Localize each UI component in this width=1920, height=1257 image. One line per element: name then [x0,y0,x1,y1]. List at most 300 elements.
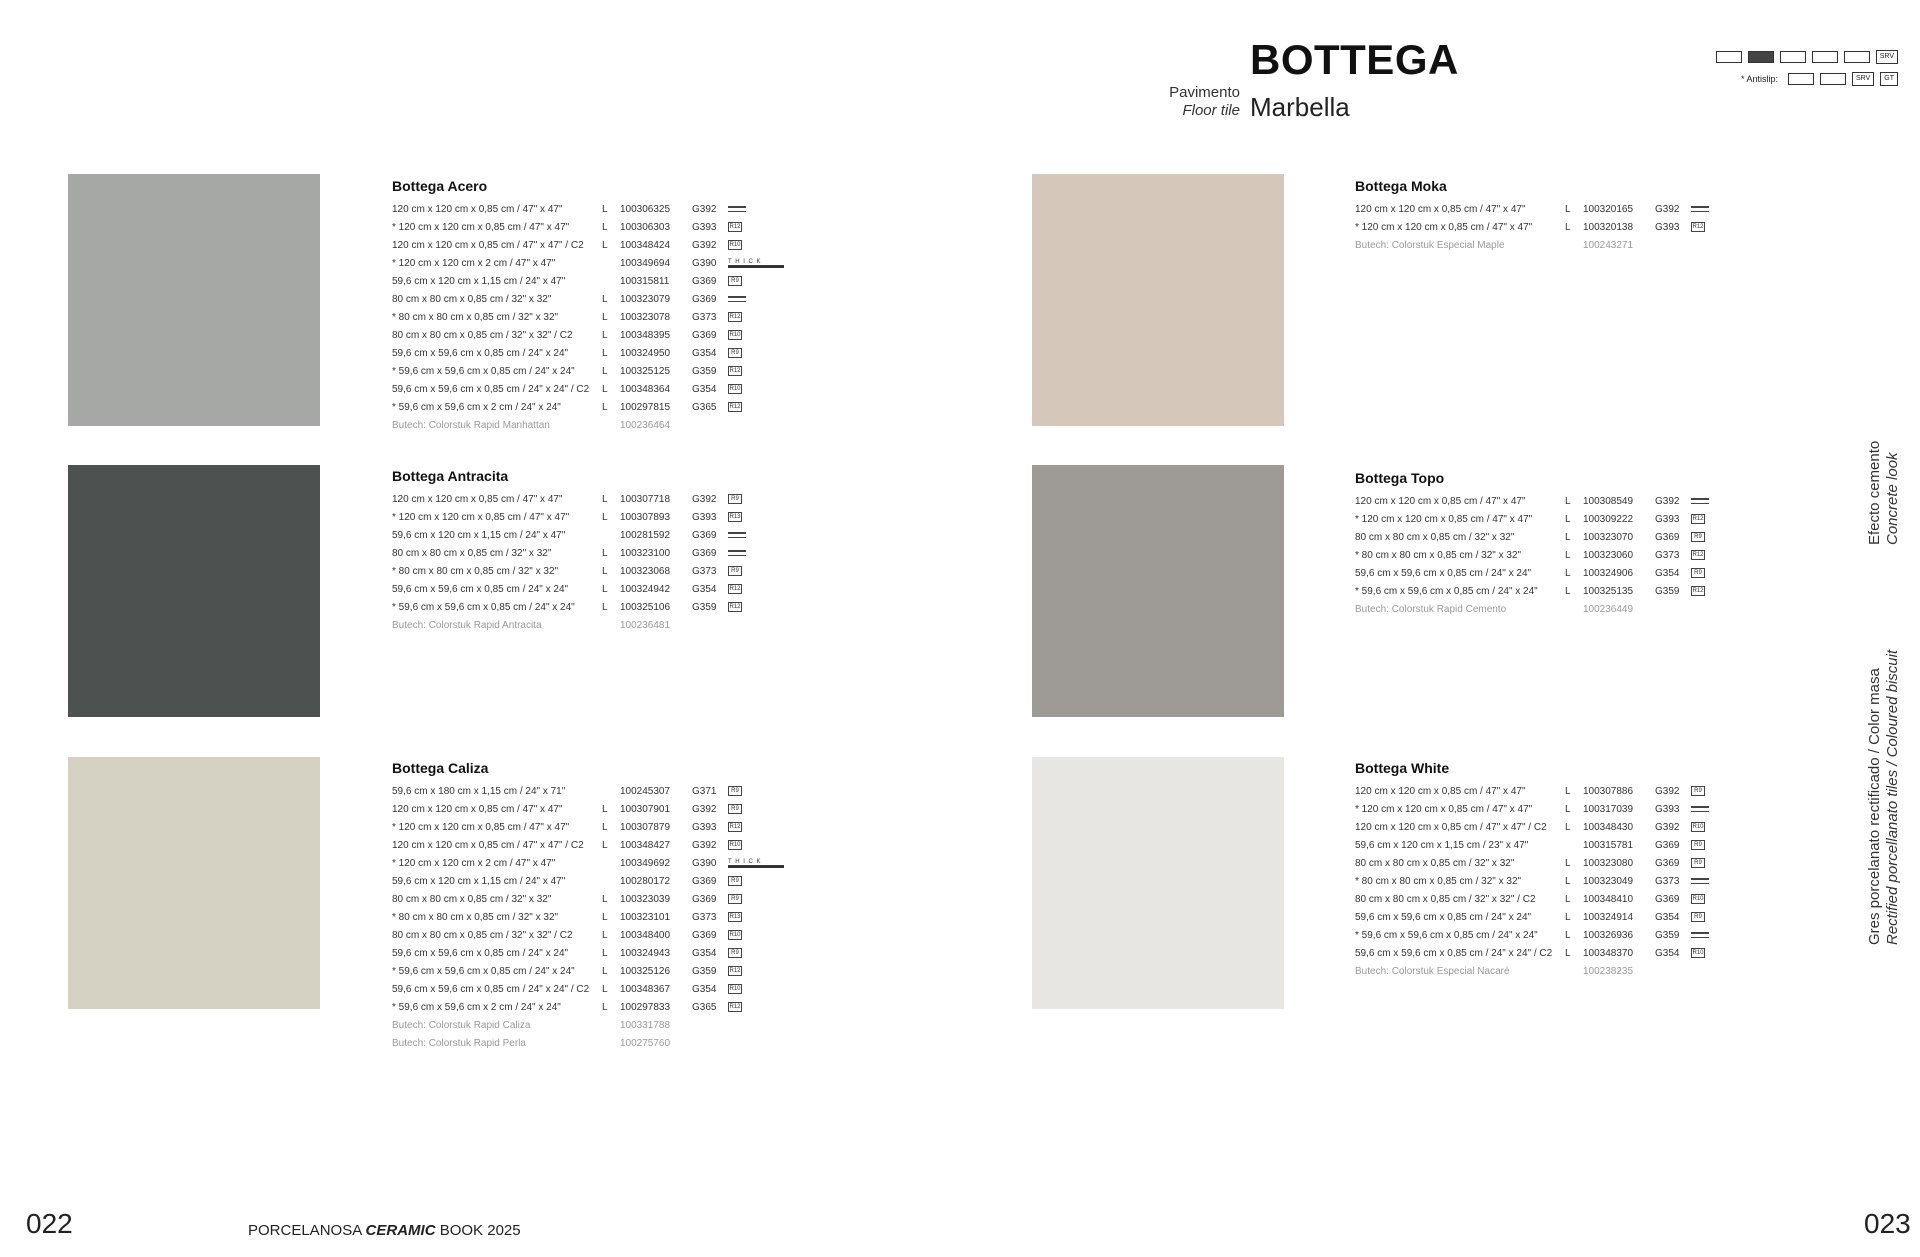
product-icons [728,366,742,376]
product-group: G354 [692,583,717,595]
product-row [392,526,822,544]
product-row [1355,818,1785,836]
product-size: 120 cm x 120 cm x 0,85 cm / 47" x 47" / C2 [392,239,584,251]
product-group: G359 [1655,585,1680,597]
product-group: G371 [692,785,717,797]
product-group: G393 [692,821,717,833]
product-edge: L [602,293,608,305]
product-edge: L [602,511,608,523]
butech-code: 100236464 [620,419,671,431]
product-size: 59,6 cm x 59,6 cm x 0,85 cm / 24" x 24" [1355,911,1532,923]
product-code: 100348367 [620,983,671,995]
product-code: 100297833 [620,1001,671,1013]
porcelain-icon [1780,51,1806,63]
product-icons [728,602,742,612]
product-row [392,362,822,380]
product-icons [728,296,746,302]
product-edge: L [602,911,608,923]
product-code: 100323101 [620,911,671,923]
product-size: * 80 cm x 80 cm x 0,85 cm / 32" x 32" [1355,875,1522,887]
product-block [1355,760,1785,980]
product-size: * 120 cm x 120 cm x 0,85 cm / 47" x 47" [392,821,570,833]
product-edge: L [602,947,608,959]
product-edge: L [1565,911,1571,923]
product-row [1355,800,1785,818]
product-code: 100307718 [620,493,671,505]
product-group: G354 [692,983,717,995]
product-code: 100280172 [620,875,671,887]
product-row [392,380,822,398]
product-row [1355,872,1785,890]
butech-label: Butech: Colorstuk Rapid Cemento [1355,603,1507,615]
slip-rating-icon: R10 [729,332,741,338]
product-icons [728,948,742,958]
product-group: G393 [1655,513,1680,525]
product-group: G393 [1655,221,1680,233]
product-code: 100348427 [620,839,671,851]
product-group: G359 [692,365,717,377]
product-row [392,254,822,272]
product-block [1355,178,1785,254]
product-code: 100323068 [620,565,671,577]
tile-type-es: Pavimento [1169,84,1240,101]
product-group: G373 [692,911,717,923]
product-icons [1691,786,1705,796]
butech-code: 100238235 [1583,965,1634,977]
product-icons [1691,932,1709,938]
format-bar-icon [1691,932,1709,938]
product-edge: L [602,329,608,341]
product-code: 100324942 [620,583,671,595]
product-block [392,178,822,434]
product-block [392,468,822,634]
product-group: G369 [1655,839,1680,851]
product-size: * 59,6 cm x 59,6 cm x 0,85 cm / 24" x 24" [392,601,575,613]
product-icons [1691,912,1705,922]
material-en: Rectified porcellanato tiles / Coloured biscuit [1884,649,1901,945]
product-group: G369 [692,875,717,887]
slip-rating-icon: R10 [1692,896,1704,902]
format-bar-icon [728,296,746,302]
product-icons [728,402,742,412]
product-size: 59,6 cm x 120 cm x 1,15 cm / 24" x 47" [392,275,566,287]
product-edge: L [1565,857,1571,869]
butech-label: Butech: Colorstuk Especial Nacaré [1355,965,1510,977]
look-en: Concrete look [1884,452,1901,545]
product-code: 100348364 [620,383,671,395]
product-code: 100324906 [1583,567,1634,579]
footer-brand-book: CERAMIC [365,1222,436,1239]
product-code: 100281592 [620,529,671,541]
slip-rating-icon: R12 [729,1004,741,1010]
product-size: 80 cm x 80 cm x 0,85 cm / 32" x 32" / C2 [1355,893,1536,905]
product-code: 100308549 [1583,495,1634,507]
product-group: G393 [1655,803,1680,815]
slip-rating-icon: R9 [1691,858,1705,868]
shoe-icon [1844,51,1870,63]
page-number-left: 022 [26,1208,73,1239]
product-row [392,962,822,980]
butech-code: 100243271 [1583,239,1634,251]
antislip-surface-icon [1820,73,1846,85]
product-size: 59,6 cm x 59,6 cm x 0,85 cm / 24" x 24" [392,583,569,595]
product-icons [1691,806,1709,812]
format-bar-icon [1691,806,1709,812]
product-icons [728,822,742,832]
slip-rating-icon: R12 [729,604,741,610]
product-size: 59,6 cm x 120 cm x 1,15 cm / 24" x 47" [392,875,566,887]
product-group: G373 [1655,549,1680,561]
product-code: 100323079 [620,293,671,305]
slip-rating-icon: R12 [729,404,741,410]
product-icons [1691,822,1705,832]
product-code: 100325106 [620,601,671,613]
product-size: * 80 cm x 80 cm x 0,85 cm / 32" x 32" [392,565,559,577]
product-edge: L [602,365,608,377]
product-code: 100307893 [620,511,671,523]
product-group: G392 [692,203,717,215]
product-code: 100324914 [1583,911,1634,923]
product-row [392,562,822,580]
product-row [392,836,822,854]
product-edge: L [602,965,608,977]
product-icons [1691,586,1705,596]
tile-image-antracita [68,465,320,717]
product-edge: L [602,347,608,359]
antislip-label: * Antislip: [1740,74,1778,84]
product-title: Bottega Acero [392,178,488,194]
product-icons [1691,894,1705,904]
slip-rating-icon: R12 [729,368,741,374]
slip-rating-icon: R10 [1692,824,1704,830]
product-row [1355,218,1785,236]
product-size: 59,6 cm x 59,6 cm x 0,85 cm / 24" x 24" / C2 [1355,947,1553,959]
product-row [1355,908,1785,926]
butech-row [1355,600,1785,618]
product-code: 100324950 [620,347,671,359]
product-row [392,344,822,362]
product-group: G359 [692,601,717,613]
gt-icon: GT [1880,72,1898,86]
product-group: G373 [692,565,717,577]
product-size: * 59,6 cm x 59,6 cm x 2 cm / 24" x 24" [392,401,561,413]
slip-rating-icon: R10 [729,242,741,248]
product-edge: L [1565,567,1571,579]
product-size: 59,6 cm x 59,6 cm x 0,85 cm / 24" x 24" / C2 [392,383,590,395]
product-group: G354 [1655,567,1680,579]
product-size: 80 cm x 80 cm x 0,85 cm / 32" x 32" / C2 [392,329,573,341]
product-group: G393 [692,221,717,233]
product-row [1355,890,1785,908]
butech-row [392,1034,822,1052]
product-icons [728,512,742,522]
product-row [392,200,822,218]
product-row [392,308,822,326]
product-size: * 59,6 cm x 59,6 cm x 0,85 cm / 24" x 24" [392,365,575,377]
slip-rating-icon: R9 [728,804,742,814]
product-size: 120 cm x 120 cm x 0,85 cm / 47" x 47" [392,803,563,815]
product-edge: L [1565,585,1571,597]
product-code: 100323078 [620,311,671,323]
product-group: G359 [692,965,717,977]
product-group: G390 [692,257,717,269]
product-size: 120 cm x 120 cm x 0,85 cm / 47" x 47" / C2 [392,839,584,851]
product-code: 100348410 [1583,893,1634,905]
product-size: 59,6 cm x 120 cm x 1,15 cm / 24" x 47" [392,529,566,541]
tile-image-moka [1032,174,1284,426]
product-group: G373 [692,311,717,323]
product-row [392,782,822,800]
tile-image-white [1032,757,1284,1009]
product-row [392,598,822,616]
slip-rating-icon: R12 [729,314,741,320]
butech-code: 100236449 [1583,603,1634,615]
slip-rating-icon: R9 [728,348,742,358]
product-row [1355,854,1785,872]
product-edge: L [602,583,608,595]
product-edge: L [1565,929,1571,941]
product-group: G392 [692,803,717,815]
product-edge: L [602,383,608,395]
butech-row [1355,962,1785,980]
product-edge: L [602,239,608,251]
side-material-text [1866,650,1902,945]
butech-label: Butech: Colorstuk Especial Maple [1355,239,1505,251]
product-size: * 120 cm x 120 cm x 2 cm / 47" x 47" [392,857,556,869]
product-row [392,580,822,598]
header [1160,36,1660,126]
product-size: 80 cm x 80 cm x 0,85 cm / 32" x 32" [392,293,552,305]
product-group: G369 [692,547,717,559]
product-row [1355,546,1785,564]
antislip-srv-icon: SRV [1852,72,1874,86]
butech-row [1355,236,1785,254]
product-code: 100315811 [620,275,670,287]
slip-rating-icon: R10 [1692,950,1704,956]
format-bar-icon [1691,206,1709,212]
product-group: G369 [1655,893,1680,905]
product-size: 120 cm x 120 cm x 0,85 cm / 47" x 47" [392,493,563,505]
product-size: 80 cm x 80 cm x 0,85 cm / 32" x 32" [1355,531,1515,543]
product-row [392,508,822,526]
product-icons [1691,222,1705,232]
product-edge: L [602,547,608,559]
product-edge: L [1565,875,1571,887]
product-row [1355,944,1785,962]
product-code: 100307901 [620,803,671,815]
product-icons [728,876,742,886]
product-size: 59,6 cm x 59,6 cm x 0,85 cm / 24" x 24" / C2 [392,983,590,995]
butech-label: Butech: Colorstuk Rapid Manhattan [392,419,550,431]
tile-image-topo [1032,465,1284,717]
product-edge: L [602,203,608,215]
product-size: * 80 cm x 80 cm x 0,85 cm / 32" x 32" [1355,549,1522,561]
product-code: 100320138 [1583,221,1634,233]
product-row [392,272,822,290]
product-group: G369 [692,529,717,541]
slip-rating-icon: R13 [729,914,741,920]
product-size: * 80 cm x 80 cm x 0,85 cm / 32" x 32" [392,911,559,923]
footer-brand-suffix: BOOK 2025 [439,1222,521,1239]
slip-rating-icon: R12 [729,824,741,830]
product-edge: L [1565,549,1571,561]
butech-row [392,1016,822,1034]
product-icons [728,312,742,322]
product-group: G392 [1655,785,1680,797]
product-size: 80 cm x 80 cm x 0,85 cm / 32" x 32" [392,893,552,905]
product-code: 100325135 [1583,585,1634,597]
slip-rating-icon: R9 [1691,568,1705,578]
product-row [392,980,822,998]
product-icons [728,786,742,796]
product-group: G359 [1655,929,1680,941]
product-group: G392 [692,239,717,251]
product-icons [1691,878,1709,884]
product-icons [728,859,784,868]
slip-rating-icon: R9 [728,566,742,576]
product-icons [728,550,746,556]
product-group: G393 [692,511,717,523]
product-edge: L [602,601,608,613]
product-code: 100309222 [1583,513,1634,525]
product-code: 100306325 [620,203,671,215]
slip-rating-icon: R9 [728,276,742,286]
product-group: G369 [692,893,717,905]
tile-image-acero [68,174,320,426]
tile-image-caliza [68,757,320,1009]
product-code: 100325126 [620,965,671,977]
product-edge: L [602,893,608,905]
product-edge: L [602,565,608,577]
product-size: 120 cm x 120 cm x 0,85 cm / 47" x 47" [1355,203,1526,215]
product-code: 100323100 [620,547,671,559]
material-es: Gres porcelanato rectificado / Color masa [1866,668,1883,945]
product-code: 100324943 [620,947,671,959]
product-size: * 59,6 cm x 59,6 cm x 0,85 cm / 24" x 24" [392,965,575,977]
product-group: G392 [1655,203,1680,215]
product-size: * 120 cm x 120 cm x 2 cm / 47" x 47" [392,257,556,269]
butech-label: Butech: Colorstuk Rapid Perla [392,1037,526,1049]
slip-rating-icon: R9 [1691,840,1705,850]
product-row [392,236,822,254]
product-size: 59,6 cm x 180 cm x 1,15 cm / 24" x 71" [392,785,566,797]
product-edge: L [1565,203,1571,215]
product-edge: L [602,221,608,233]
slip-rating-icon: R12 [729,586,741,592]
product-size: 120 cm x 120 cm x 0,85 cm / 47" x 47" [1355,785,1526,797]
product-row [392,926,822,944]
product-icons [728,984,742,994]
product-title: Bottega Moka [1355,178,1447,194]
product-row [392,890,822,908]
product-group: G392 [692,493,717,505]
product-icons [728,494,742,504]
product-edge: L [602,983,608,995]
slip-rating-icon: R9 [1691,786,1705,796]
product-row [1355,564,1785,582]
product-title: Bottega Antracita [392,468,509,484]
product-icons [728,804,742,814]
product-code: 100348370 [1583,947,1634,959]
product-icons [1691,550,1705,560]
product-group: G392 [1655,495,1680,507]
product-group: G365 [692,401,717,413]
format-bar-icon [1691,878,1709,884]
product-group: G392 [1655,821,1680,833]
product-row [1355,782,1785,800]
product-edge: L [602,803,608,815]
product-row [1355,510,1785,528]
slip-rating-icon: R10 [729,986,741,992]
format-icon [1716,51,1742,63]
product-group: G369 [692,275,717,287]
product-edge: L [602,839,608,851]
product-group: G369 [1655,857,1680,869]
product-code: 100348430 [1583,821,1634,833]
product-icons [728,384,742,394]
product-code: 100326936 [1583,929,1634,941]
product-size: * 59,6 cm x 59,6 cm x 0,85 cm / 24" x 24" [1355,585,1538,597]
product-icons [728,930,742,940]
product-icons [728,206,746,212]
product-group: G369 [692,293,717,305]
product-edge: L [1565,821,1571,833]
product-row [392,326,822,344]
format-bar-icon [728,206,746,212]
collection-title: BOTTEGA [1250,36,1459,83]
product-group: G354 [692,947,717,959]
product-size: 59,6 cm x 59,6 cm x 0,85 cm / 24" x 24" [392,947,569,959]
product-row [392,398,822,416]
product-size: 59,6 cm x 120 cm x 1,15 cm / 23" x 47" [1355,839,1529,851]
product-row [1355,528,1785,546]
product-icons [1691,206,1709,212]
product-icons [1691,568,1705,578]
product-code: 100323039 [620,893,671,905]
product-group: G354 [1655,947,1680,959]
product-code: 100315781 [1583,839,1634,851]
slip-rating-icon: R9 [728,786,742,796]
product-block [392,760,822,1052]
product-size: * 120 cm x 120 cm x 0,85 cm / 47" x 47" [392,221,570,233]
side-look-text [1866,441,1902,545]
product-group: G369 [692,929,717,941]
product-size: * 120 cm x 120 cm x 0,85 cm / 47" x 47" [1355,221,1533,233]
product-group: G369 [692,329,717,341]
product-icons [728,584,742,594]
product-size: * 120 cm x 120 cm x 0,85 cm / 47" x 47" [1355,803,1533,815]
thick-icon: T H I C K [728,259,784,268]
product-row [392,800,822,818]
product-row [1355,200,1785,218]
butech-row [392,616,822,634]
product-group: G354 [692,347,717,359]
thick-icon: T H I C K [728,859,784,868]
slip-rating-icon: R12 [1692,224,1704,230]
rectified-icon [1748,51,1774,63]
product-block [1355,470,1785,618]
product-icons [1691,498,1709,504]
product-edge: L [602,929,608,941]
product-group: G354 [692,383,717,395]
product-size: 80 cm x 80 cm x 0,85 cm / 32" x 32" [1355,857,1515,869]
slip-rating-icon: R9 [728,494,742,504]
product-title: Bottega Caliza [392,760,489,776]
product-code: 100323070 [1583,531,1634,543]
product-size: 80 cm x 80 cm x 0,85 cm / 32" x 32" [392,547,552,559]
product-row [392,854,822,872]
product-edge: L [1565,513,1571,525]
